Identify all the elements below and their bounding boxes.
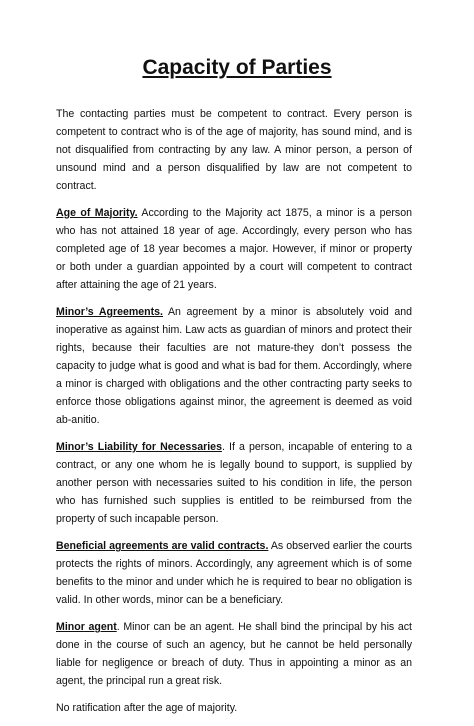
section-text: . If a person, incapable of entering to a contract, or any one whom he is legally bound to support, is supplied by another person with necessaries suited to his condition in life, the person who has furnished such supplies is entitled to be reimbursed from the property of such incapable person. [56,441,412,525]
document-body [56,105,412,726]
section-minor-agent [56,618,412,690]
section-heading: Minor’s Liability for Necessaries [56,441,222,453]
section-text: As observed earlier the courts protects the rights of minors. Accordingly, any agreement which is of some benefits to the minor and under which he is required to bear no obligation is valid. In other words, minor can be a beneficiary. [56,540,412,606]
section-text: According to the Majority act 1875, a minor is a person who has not attained 18 year of age. Accordingly, every person who has completed age of 18 year becomes a major. However, if minor or property or both under a guardian appointed by a court will competent to contract after attaining the age of 21 years. [56,207,412,291]
section-heading: Minor’s Agreements. [56,306,163,318]
section-text: An agreement by a minor is absolutely void and inoperative as against him. Law acts as guardian of minors and protect their rights, because their faculties are not mature-they don’t possess the capacity to judge what is good and what is bad for them. Accordingly, where a minor is charged with obligations and the other contracting party seeks to enforce those obligations against minor, the agreement is deemed as void ab-anitio. [56,306,412,426]
section-heading: Beneficial agreements are valid contracts. [56,540,269,552]
intro-paragraph: The contacting parties must be competent to contract. Every person is competent to contract who is of the age of majority, has sound mind, and is not disqualified from contracting by any law. A minor person, a person of unsound mind and a person disqualified by law are not competent to contract. [56,108,412,192]
section-heading: Minor agent [56,621,117,633]
section-minors-liability [56,438,412,528]
section-age-of-majority [56,204,412,294]
page-title: Capacity of Parties [142,56,332,79]
section-text: . Minor can be an agent. He shall bind the principal by his act done in the course of such an agency, but he cannot be held personally liable for negligence or breach of duty. Thus in appointing a minor as an agent, the principal run a great risk. [56,621,412,687]
closing-paragraph: No ratification after the age of majority. [56,702,238,714]
section-beneficial-agreements [56,537,412,609]
section-minors-agreements [56,303,412,429]
section-heading: Age of Majority. [56,207,138,219]
